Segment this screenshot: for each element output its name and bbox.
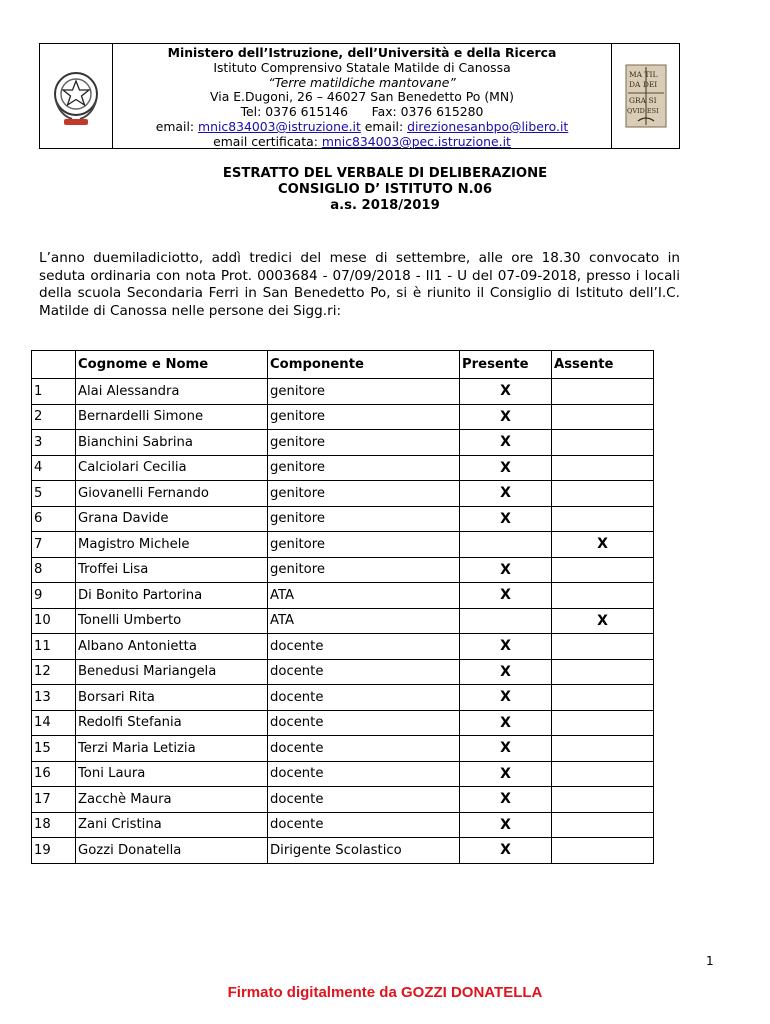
table-row xyxy=(32,634,654,660)
member-name: Bianchini Sabrina xyxy=(76,430,268,456)
member-role: genitore xyxy=(268,430,460,456)
member-name: Albano Antonietta xyxy=(76,634,268,660)
row-number: 3 xyxy=(32,430,76,456)
title-line-1: ESTRATTO DEL VERBALE DI DELIBERAZIONE xyxy=(222,166,548,181)
title-line-2: CONSIGLIO D’ ISTITUTO N.06 xyxy=(277,182,493,197)
member-name: Grana Davide xyxy=(76,506,268,532)
member-role: genitore xyxy=(268,404,460,430)
absent-mark: X xyxy=(552,608,654,634)
table-row xyxy=(32,430,654,456)
member-name: Borsari Rita xyxy=(76,685,268,711)
member-role: docente xyxy=(268,736,460,762)
absent-mark xyxy=(552,557,654,583)
absent-mark xyxy=(552,761,654,787)
absent-mark xyxy=(552,430,654,456)
document-title xyxy=(0,166,770,214)
svg-text:GRA SI: GRA SI xyxy=(628,96,657,105)
email-link-istruzione[interactable]: mnic834003@istruzione.it xyxy=(198,118,361,134)
member-role: docente xyxy=(268,659,460,685)
svg-text:MA TIL: MA TIL xyxy=(628,70,657,79)
member-role: genitore xyxy=(268,481,460,507)
present-mark: X xyxy=(460,506,552,532)
member-role: docente xyxy=(268,634,460,660)
institute-name: Istituto Comprensivo Statale Matilde di Canossa xyxy=(213,59,511,75)
digital-signature-note: Firmato digitalmente da GOZZI DONATELLA xyxy=(227,984,543,1001)
row-number: 14 xyxy=(32,710,76,736)
row-number: 13 xyxy=(32,685,76,711)
col-absent-header: Assente xyxy=(552,351,654,379)
present-mark: X xyxy=(460,659,552,685)
row-number: 11 xyxy=(32,634,76,660)
absent-mark xyxy=(552,710,654,736)
institute-motto: “Terre matildiche mantovane” xyxy=(268,74,456,90)
absent-mark xyxy=(552,634,654,660)
col-number-header xyxy=(32,351,76,379)
table-row xyxy=(32,736,654,762)
absent-mark xyxy=(552,838,654,864)
member-name: Alai Alessandra xyxy=(76,379,268,405)
member-name: Calciolari Cecilia xyxy=(76,455,268,481)
member-role: docente xyxy=(268,787,460,813)
email-link-libero[interactable]: direzionesanbpo@libero.it xyxy=(407,118,569,134)
member-role: ATA xyxy=(268,608,460,634)
member-name: Bernardelli Simone xyxy=(76,404,268,430)
row-number: 18 xyxy=(32,812,76,838)
member-role: Dirigente Scolastico xyxy=(268,838,460,864)
svg-text:DA DEI: DA DEI xyxy=(628,80,657,89)
present-mark xyxy=(460,532,552,558)
attendance-table-body xyxy=(32,379,654,864)
matilde-seal-icon xyxy=(624,63,668,129)
present-mark: X xyxy=(460,557,552,583)
table-row xyxy=(32,379,654,405)
matilde-logo-cell xyxy=(611,44,679,148)
row-number: 19 xyxy=(32,838,76,864)
absent-mark xyxy=(552,455,654,481)
table-row xyxy=(32,761,654,787)
row-number: 17 xyxy=(32,787,76,813)
intro-paragraph: L’anno duemiladiciotto, addì tredici del mese di settembre, alle ore 18.30 convocato in seduta ordinaria con nota Prot. 0003684 - 07/09/2018 - II1 - U del 07-09-2018, presso i locali della scuola Secondaria Ferri in San Benedetto Po, si è riunito il Consiglio di Istituto dell’I.C. Matilde di Canossa nelle persone dei Sigg.ri: xyxy=(39,250,680,319)
present-mark: X xyxy=(460,404,552,430)
pec-label: email certificata: xyxy=(213,133,322,149)
member-name: Zani Cristina xyxy=(76,812,268,838)
present-mark: X xyxy=(460,430,552,456)
member-name: Tonelli Umberto xyxy=(76,608,268,634)
member-role: docente xyxy=(268,812,460,838)
member-role: genitore xyxy=(268,532,460,558)
member-name: Troffei Lisa xyxy=(76,557,268,583)
row-number: 2 xyxy=(32,404,76,430)
member-name: Magistro Michele xyxy=(76,532,268,558)
absent-mark xyxy=(552,736,654,762)
table-row xyxy=(32,710,654,736)
republic-emblem-icon xyxy=(50,63,102,129)
table-row xyxy=(32,787,654,813)
member-role: genitore xyxy=(268,379,460,405)
table-row xyxy=(32,685,654,711)
member-role: genitore xyxy=(268,506,460,532)
present-mark: X xyxy=(460,838,552,864)
absent-mark xyxy=(552,506,654,532)
present-mark: X xyxy=(460,634,552,660)
fax-number: Fax: 0376 615280 xyxy=(371,104,484,120)
member-name: Giovanelli Fernando xyxy=(76,481,268,507)
absent-mark: X xyxy=(552,532,654,558)
absent-mark xyxy=(552,583,654,609)
absent-mark xyxy=(552,812,654,838)
member-name: Toni Laura xyxy=(76,761,268,787)
absent-mark xyxy=(552,787,654,813)
email-label: email: xyxy=(155,118,199,134)
present-mark: X xyxy=(460,481,552,507)
present-mark: X xyxy=(460,736,552,762)
col-name-header: Cognome e Nome xyxy=(76,351,268,379)
row-number: 16 xyxy=(32,761,76,787)
row-number: 15 xyxy=(32,736,76,762)
absent-mark xyxy=(552,685,654,711)
row-number: 9 xyxy=(32,583,76,609)
row-number: 10 xyxy=(32,608,76,634)
member-name: Zacchè Maura xyxy=(76,787,268,813)
table-row xyxy=(32,608,654,634)
member-role: ATA xyxy=(268,583,460,609)
ministry-name: Ministero dell’Istruzione, dell’Università e della Ricerca xyxy=(167,45,557,60)
row-number: 8 xyxy=(32,557,76,583)
svg-text:QVID ESI: QVID ESI xyxy=(626,107,659,115)
pec-line xyxy=(113,135,611,150)
letterhead-text xyxy=(113,44,611,148)
col-present-header: Presente xyxy=(460,351,552,379)
table-row xyxy=(32,583,654,609)
present-mark: X xyxy=(460,583,552,609)
attendance-table xyxy=(31,350,654,864)
present-mark xyxy=(460,608,552,634)
title-line-3: a.s. 2018/2019 xyxy=(330,198,440,213)
present-mark: X xyxy=(460,455,552,481)
email-line xyxy=(113,120,611,135)
email-label-2: email: xyxy=(360,118,408,134)
table-row xyxy=(32,838,654,864)
phone-number: Tel: 0376 615146 xyxy=(240,104,348,120)
contact-phone-line xyxy=(113,105,611,120)
absent-mark xyxy=(552,379,654,405)
table-row xyxy=(32,812,654,838)
row-number: 6 xyxy=(32,506,76,532)
member-role: genitore xyxy=(268,455,460,481)
present-mark: X xyxy=(460,812,552,838)
table-row xyxy=(32,481,654,507)
member-name: Redolfi Stefania xyxy=(76,710,268,736)
present-mark: X xyxy=(460,787,552,813)
row-number: 5 xyxy=(32,481,76,507)
member-role: docente xyxy=(268,685,460,711)
member-name: Benedusi Mariangela xyxy=(76,659,268,685)
page-number: 1 xyxy=(706,954,714,968)
institute-address: Via E.Dugoni, 26 – 46027 San Benedetto Po (MN) xyxy=(210,89,514,105)
row-number: 4 xyxy=(32,455,76,481)
col-role-header: Componente xyxy=(268,351,460,379)
member-role: genitore xyxy=(268,557,460,583)
letterhead xyxy=(39,43,680,149)
absent-mark xyxy=(552,404,654,430)
pec-email-link[interactable]: mnic834003@pec.istruzione.it xyxy=(321,133,511,149)
table-header-row xyxy=(32,351,654,379)
row-number: 7 xyxy=(32,532,76,558)
table-row xyxy=(32,557,654,583)
absent-mark xyxy=(552,481,654,507)
member-role: docente xyxy=(268,761,460,787)
absent-mark xyxy=(552,659,654,685)
table-row xyxy=(32,659,654,685)
present-mark: X xyxy=(460,761,552,787)
present-mark: X xyxy=(460,710,552,736)
table-row xyxy=(32,404,654,430)
row-number: 12 xyxy=(32,659,76,685)
republic-emblem-cell xyxy=(40,44,113,148)
table-row xyxy=(32,506,654,532)
member-name: Di Bonito Partorina xyxy=(76,583,268,609)
table-row xyxy=(32,455,654,481)
row-number: 1 xyxy=(32,379,76,405)
present-mark: X xyxy=(460,379,552,405)
present-mark: X xyxy=(460,685,552,711)
table-row xyxy=(32,532,654,558)
member-name: Gozzi Donatella xyxy=(76,838,268,864)
member-role: docente xyxy=(268,710,460,736)
member-name: Terzi Maria Letizia xyxy=(76,736,268,762)
